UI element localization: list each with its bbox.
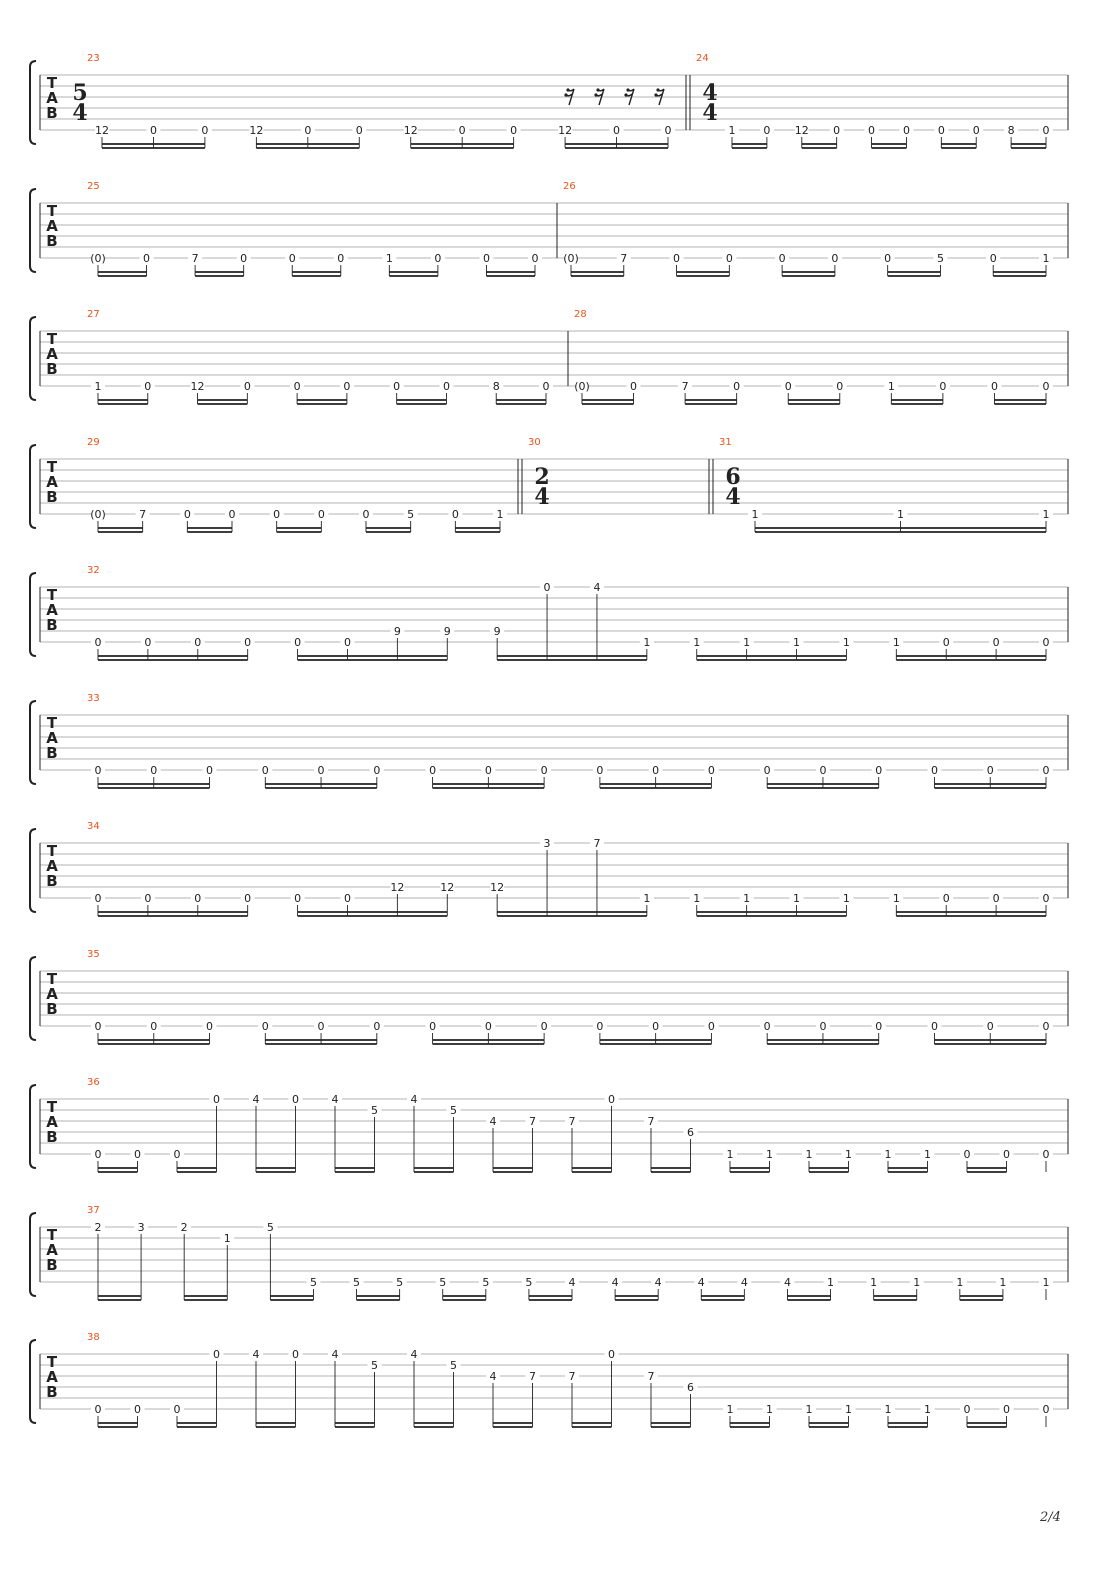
fret-number: 1 (743, 636, 751, 649)
measure-number: 28 (574, 309, 587, 320)
fret-number: 12 (403, 124, 418, 137)
fret-number: 8 (492, 380, 500, 393)
fret-number: 0 (362, 508, 370, 521)
fret-number: 5 (407, 508, 415, 521)
fret-number: 0 (930, 1020, 938, 1033)
measure-number: 26 (563, 181, 576, 192)
fret-number: 5 (396, 1276, 404, 1289)
fret-number: 0 (292, 1348, 299, 1361)
fret-number: 0 (201, 124, 209, 137)
fret-number: 5 (371, 1104, 378, 1117)
measure-number: 30 (528, 437, 541, 448)
fret-number: 0 (1042, 380, 1050, 393)
fret-number: 1 (1042, 508, 1050, 521)
fret-number: 7 (529, 1370, 536, 1383)
measure-number: 27 (87, 309, 100, 320)
tab-clef-letter: A (46, 857, 58, 875)
measure-number: 31 (719, 437, 732, 448)
fret-number: 0 (317, 508, 325, 521)
fret-number: 4 (593, 581, 601, 594)
fret-number: 0 (373, 1020, 381, 1033)
fret-number: 7 (568, 1370, 576, 1383)
fret-number: 0 (542, 380, 550, 393)
fret-number: 12 (558, 124, 573, 137)
time-signature-bottom: 4 (534, 484, 550, 510)
tab-clef-letter: B (46, 744, 58, 762)
fret-number: 0 (373, 764, 381, 777)
fret-number: 0 (304, 124, 312, 137)
measure-number: 29 (87, 437, 100, 448)
fret-number: 0 (194, 892, 202, 905)
fret-number: 0 (94, 636, 102, 649)
tab-clef-letter: B (46, 104, 58, 122)
fret-number: 0 (240, 252, 248, 265)
fret-number: 0 (1042, 1403, 1050, 1416)
fret-number: 1 (385, 252, 393, 265)
fret-number: 5 (525, 1276, 533, 1289)
tab-clef-letter: T (46, 586, 58, 604)
fret-number: 0 (510, 124, 518, 137)
fret-number: 0 (664, 124, 672, 137)
fret-number: 0 (963, 1148, 971, 1161)
fret-number: 0 (596, 1020, 604, 1033)
fret-number: 4 (331, 1093, 339, 1106)
fret-number: 5 (371, 1359, 378, 1372)
system-bracket (30, 573, 36, 656)
fret-number: 0 (429, 764, 437, 777)
fret-number: 1 (884, 1148, 892, 1161)
fret-number: 0 (1042, 636, 1050, 649)
tab-clef-letter: B (46, 360, 58, 378)
fret-number: 0 (1003, 1148, 1010, 1161)
fret-number: 5 (309, 1276, 317, 1289)
tab-clef-letter: A (46, 1241, 58, 1259)
system-bracket (30, 189, 36, 272)
system-bracket (30, 1213, 36, 1296)
fret-number: 0 (707, 1020, 715, 1033)
tab-clef-letter: B (46, 488, 58, 506)
fret-number: 12 (794, 124, 809, 137)
fret-number: 1 (1042, 1276, 1050, 1289)
fret-number: 7 (647, 1370, 655, 1383)
fret-number: 0 (652, 1020, 660, 1033)
measure-number: 24 (696, 53, 709, 64)
fret-number: 0 (484, 764, 492, 777)
time-signature-top: 4 (702, 80, 718, 106)
fret-number: 0 (134, 1148, 141, 1161)
fret-number: 0 (150, 764, 158, 777)
fret-number: 0 (596, 764, 604, 777)
measure-number: 32 (87, 565, 100, 576)
tab-clef-letter: B (46, 616, 58, 634)
system-bracket (30, 829, 36, 912)
tab-clef-letter: T (46, 74, 58, 92)
fret-number: 1 (870, 1276, 878, 1289)
measure-number: 38 (87, 1332, 100, 1343)
fret-number: 4 (697, 1276, 705, 1289)
fret-number: 9 (443, 625, 451, 638)
fret-number: 0 (273, 508, 281, 521)
fret-number: 5 (353, 1276, 361, 1289)
tab-clef-letter: B (46, 1256, 58, 1274)
fret-number: 5 (450, 1359, 457, 1372)
fret-number: 0 (833, 124, 841, 137)
tab-clef-letter: A (46, 1113, 58, 1131)
fret-number: 3 (137, 1221, 145, 1234)
fret-number: 0 (937, 124, 945, 137)
fret-number: 4 (410, 1093, 418, 1106)
measure-number: 34 (87, 821, 100, 832)
fret-number: 1 (728, 124, 736, 137)
fret-number: 5 (450, 1104, 457, 1117)
fret-number: 0 (94, 764, 102, 777)
fret-number: 0 (173, 1148, 181, 1161)
fret-number: 4 (783, 1276, 791, 1289)
system-bracket (30, 61, 36, 144)
fret-number: 1 (496, 508, 504, 521)
fret-number: 7 (139, 508, 147, 521)
fret-number: 0 (630, 380, 638, 393)
fret-number: 0 (343, 380, 351, 393)
fret-number: 1 (743, 892, 751, 905)
fret-number: 0 (442, 380, 450, 393)
fret-number: 0 (261, 1020, 269, 1033)
fret-number: 8 (1007, 124, 1015, 137)
system-bracket (30, 701, 36, 784)
page-number: 2/4 (1040, 1510, 1061, 1525)
fret-number: 0 (337, 252, 345, 265)
fret-number: 9 (493, 625, 501, 638)
fret-number: 0 (1042, 892, 1050, 905)
fret-number: 12 (249, 124, 264, 137)
fret-number: 4 (252, 1093, 260, 1106)
fret-number: 6 (687, 1126, 694, 1139)
fret-number: 0 (763, 124, 771, 137)
fret-number: 0 (875, 1020, 883, 1033)
fret-number: 1 (842, 636, 850, 649)
fret-number: 5 (266, 1221, 274, 1234)
fret-number: 0 (986, 1020, 994, 1033)
fret-number: (0) (90, 252, 106, 265)
fret-number: 0 (673, 252, 681, 265)
fret-number: 4 (568, 1276, 576, 1289)
fret-number: 1 (751, 508, 759, 521)
fret-number: 0 (831, 252, 839, 265)
fret-number: 0 (992, 636, 1000, 649)
fret-number: 1 (913, 1276, 921, 1289)
tab-clef-letter: A (46, 1368, 58, 1386)
time-signature-bottom: 4 (725, 484, 741, 510)
fret-number: 12 (190, 380, 205, 393)
tab-clef-letter: B (46, 1383, 58, 1401)
fret-number: 0 (763, 1020, 771, 1033)
fret-number: 1 (999, 1276, 1007, 1289)
fret-number: 5 (936, 252, 944, 265)
fret-number: 1 (924, 1148, 931, 1161)
fret-number: 0 (972, 124, 980, 137)
fret-number: 1 (892, 892, 900, 905)
fret-number: 0 (1042, 1020, 1050, 1033)
fret-number: 12 (390, 881, 405, 894)
fret-number: 2 (180, 1221, 188, 1234)
fret-number: 0 (228, 508, 236, 521)
tab-clef-letter: A (46, 89, 58, 107)
fret-number: 0 (451, 508, 459, 521)
fret-number: 0 (989, 252, 997, 265)
fret-number: 0 (213, 1348, 220, 1361)
fret-number: 0 (733, 380, 741, 393)
system-bracket (30, 445, 36, 528)
tab-clef-letter: A (46, 473, 58, 491)
fret-number: 0 (429, 1020, 437, 1033)
fret-number: 0 (292, 1093, 299, 1106)
fret-number: 0 (294, 636, 302, 649)
tab-clef-letter: A (46, 217, 58, 235)
fret-number: 6 (687, 1381, 694, 1394)
fret-number: 4 (611, 1276, 619, 1289)
fret-number: 0 (540, 1020, 548, 1033)
fret-number: 1 (842, 892, 850, 905)
fret-number: 0 (784, 380, 792, 393)
fret-number: 7 (681, 380, 689, 393)
tab-clef-letter: A (46, 601, 58, 619)
fret-number: 0 (707, 764, 715, 777)
fret-number: 4 (252, 1348, 260, 1361)
fret-number: 0 (763, 764, 771, 777)
fret-number: 1 (805, 1148, 813, 1161)
tab-clef-letter: A (46, 729, 58, 747)
time-signature-bottom: 4 (702, 100, 718, 126)
fret-number: 7 (529, 1115, 536, 1128)
tab-clef-letter: T (46, 714, 58, 732)
fret-number: 1 (827, 1276, 835, 1289)
fret-number: 0 (343, 892, 351, 905)
fret-number: 1 (643, 636, 651, 649)
fret-number: 0 (652, 764, 660, 777)
fret-number: 1 (643, 892, 651, 905)
fret-number: 0 (149, 124, 157, 137)
fret-number: 7 (647, 1115, 655, 1128)
fret-number: 0 (875, 764, 883, 777)
measure-number: 37 (87, 1205, 100, 1216)
fret-number: 1 (693, 636, 701, 649)
fret-number: 0 (540, 764, 548, 777)
fret-number: 5 (482, 1276, 490, 1289)
tab-clef-letter: A (46, 345, 58, 363)
tab-clef-letter: T (46, 842, 58, 860)
tab-clef-letter: B (46, 232, 58, 250)
fret-number: 4 (489, 1115, 497, 1128)
system-bracket (30, 957, 36, 1040)
fret-number: 0 (819, 1020, 827, 1033)
fret-number: 9 (393, 625, 401, 638)
fret-number: 0 (355, 124, 363, 137)
fret-number: 0 (244, 892, 252, 905)
fret-number: 0 (94, 1020, 102, 1033)
fret-number: 0 (531, 252, 539, 265)
fret-number: 12 (95, 124, 109, 137)
fret-number: 0 (1003, 1403, 1010, 1416)
fret-number: 0 (213, 1093, 220, 1106)
fret-number: 4 (331, 1348, 339, 1361)
fret-number: 1 (726, 1403, 734, 1416)
fret-number: 0 (144, 380, 152, 393)
fret-number: 4 (410, 1348, 418, 1361)
fret-number: 0 (183, 508, 191, 521)
fret-number: 0 (942, 892, 950, 905)
fret-number: 0 (317, 764, 325, 777)
fret-number: 1 (956, 1276, 964, 1289)
fret-number: 0 (173, 1403, 181, 1416)
time-signature-top: 2 (534, 464, 550, 490)
system-bracket (30, 1085, 36, 1168)
tab-clef-letter: T (46, 1226, 58, 1244)
fret-number: 0 (317, 1020, 325, 1033)
fret-number: 0 (194, 636, 202, 649)
fret-number: 4 (489, 1370, 497, 1383)
measure-number: 23 (87, 53, 100, 64)
tab-clef-letter: T (46, 970, 58, 988)
tab-clef-letter: T (46, 1098, 58, 1116)
fret-number: 4 (740, 1276, 748, 1289)
measure-number: 25 (87, 181, 100, 192)
fret-number: 0 (939, 380, 947, 393)
system-bracket (30, 317, 36, 400)
fret-number: 0 (884, 252, 892, 265)
tab-clef-letter: A (46, 985, 58, 1003)
fret-number: 7 (593, 837, 601, 850)
fret-number: 0 (244, 636, 252, 649)
fret-number: 1 (693, 892, 701, 905)
fret-number: 0 (393, 380, 401, 393)
fret-number: 1 (766, 1148, 773, 1161)
measure-number: 35 (87, 949, 100, 960)
fret-number: 0 (613, 124, 621, 137)
fret-number: (0) (90, 508, 106, 521)
fret-number: 4 (654, 1276, 662, 1289)
tab-clef-letter: T (46, 1353, 58, 1371)
fret-number: 0 (94, 1148, 102, 1161)
fret-number: 1 (845, 1403, 852, 1416)
fret-number: 0 (608, 1348, 615, 1361)
tab-clef-letter: T (46, 458, 58, 476)
tab-clef-letter: B (46, 1000, 58, 1018)
fret-number: 0 (94, 892, 102, 905)
fret-number: 0 (134, 1403, 141, 1416)
fret-number: 0 (1042, 1148, 1050, 1161)
fret-number: 0 (458, 124, 466, 137)
fret-number: 1 (887, 380, 895, 393)
time-signature-bottom: 4 (72, 100, 88, 126)
fret-number: 1 (845, 1148, 852, 1161)
fret-number: 0 (725, 252, 733, 265)
fret-number: (0) (574, 380, 590, 393)
fret-number: 0 (930, 764, 938, 777)
tab-clef-letter: B (46, 872, 58, 890)
fret-number: 12 (490, 881, 505, 894)
fret-number: 0 (206, 1020, 214, 1033)
fret-number: 0 (261, 764, 269, 777)
fret-number: 3 (543, 837, 551, 850)
fret-number: 1 (766, 1403, 773, 1416)
fret-number: 0 (144, 892, 152, 905)
time-signature-top: 5 (72, 80, 88, 106)
fret-number: 0 (1042, 764, 1050, 777)
fret-number: 0 (288, 252, 296, 265)
fret-number: 0 (434, 252, 442, 265)
fret-number: 1 (94, 380, 102, 393)
measure-number: 36 (87, 1077, 100, 1088)
fret-number: (0) (563, 252, 579, 265)
fret-number: 0 (482, 252, 490, 265)
fret-number: 0 (868, 124, 876, 137)
fret-number: 7 (568, 1115, 576, 1128)
fret-number: 0 (206, 764, 214, 777)
fret-number: 0 (902, 124, 910, 137)
fret-number: 12 (440, 881, 455, 894)
fret-number: 1 (924, 1403, 931, 1416)
fret-number: 0 (986, 764, 994, 777)
fret-number: 0 (963, 1403, 971, 1416)
system-bracket (30, 1340, 36, 1423)
fret-number: 1 (223, 1232, 231, 1245)
fret-number: 0 (343, 636, 351, 649)
fret-number: 2 (94, 1221, 102, 1234)
fret-number: 0 (294, 892, 302, 905)
fret-number: 0 (144, 636, 152, 649)
fret-number: 0 (992, 892, 1000, 905)
fret-number: 0 (94, 1403, 102, 1416)
fret-number: 5 (439, 1276, 447, 1289)
time-signature-top: 6 (725, 464, 741, 490)
fret-number: 0 (243, 380, 251, 393)
tab-clef-letter: T (46, 330, 58, 348)
fret-number: 1 (892, 636, 900, 649)
fret-number: 0 (990, 380, 998, 393)
fret-number: 0 (543, 581, 551, 594)
fret-number: 0 (836, 380, 844, 393)
fret-number: 0 (293, 380, 301, 393)
tab-clef-letter: T (46, 202, 58, 220)
fret-number: 0 (143, 252, 151, 265)
fret-number: 0 (819, 764, 827, 777)
fret-number: 1 (793, 892, 801, 905)
fret-number: 1 (805, 1403, 813, 1416)
fret-number: 0 (150, 1020, 158, 1033)
measure-number: 33 (87, 693, 100, 704)
fret-number: 1 (897, 508, 904, 521)
fret-number: 0 (608, 1093, 615, 1106)
fret-number: 7 (620, 252, 628, 265)
fret-number: 0 (778, 252, 786, 265)
fret-number: 1 (726, 1148, 734, 1161)
fret-number: 0 (942, 636, 950, 649)
tab-clef-letter: B (46, 1128, 58, 1146)
fret-number: 1 (793, 636, 801, 649)
fret-number: 1 (884, 1403, 892, 1416)
fret-number: 0 (484, 1020, 492, 1033)
fret-number: 1 (1042, 252, 1050, 265)
fret-number: 0 (1042, 124, 1050, 137)
fret-number: 7 (191, 252, 199, 265)
